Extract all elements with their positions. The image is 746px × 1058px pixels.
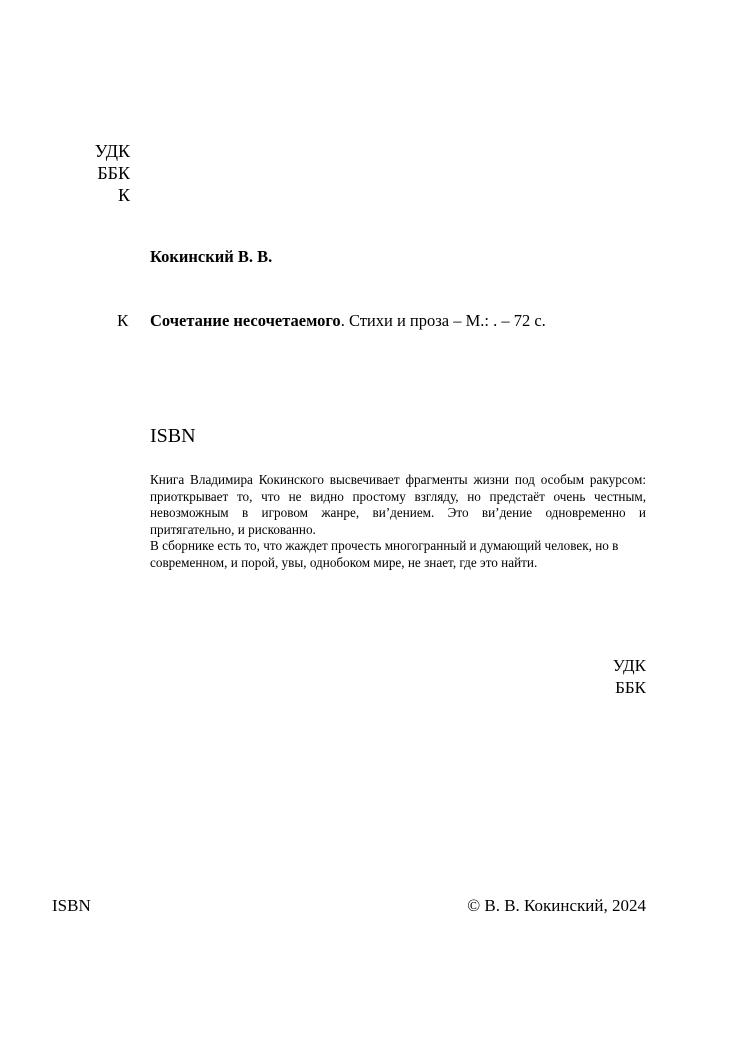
udk-label-right: УДК [612, 656, 646, 675]
isbn-label: ISBN [150, 425, 196, 447]
author-mark: К [117, 185, 130, 205]
bbk-label: ББК [97, 163, 130, 183]
bibliographic-entry [150, 311, 546, 331]
annotation-paragraph-2: В сборнике есть то, что жаждет прочесть многогранный и думающий человек, но в современном, и порой, увы, однобоком мире, не знает, где это найти. [150, 538, 619, 570]
publication-details: . Стихи и проза – М.: . – 72 с. [340, 311, 546, 330]
annotation [150, 472, 646, 572]
author-name: Кокинский В. В. [150, 247, 273, 266]
classification-codes-left [95, 140, 130, 206]
classification-codes-right [613, 655, 646, 699]
annotation-paragraph-1: Книга Владимира Кокинского высвечивает фрагменты жизни под особым ракурсом: приоткрывает то, что не видно простому взгляду, но предстаёт очень честным, невозможным в игровом жанре, ви’дением. Это ви’дение одновременно и притягательно, и рискованно. [150, 472, 646, 537]
book-title: Сочетание несочетаемого [150, 311, 341, 330]
entry-author-mark: К [117, 311, 129, 330]
copyright-notice: © В. В. Кокинский, 2024 [467, 896, 646, 915]
footer-isbn: ISBN [52, 896, 91, 915]
bbk-label-right: ББК [615, 678, 646, 697]
udk-label: УДК [94, 141, 130, 161]
